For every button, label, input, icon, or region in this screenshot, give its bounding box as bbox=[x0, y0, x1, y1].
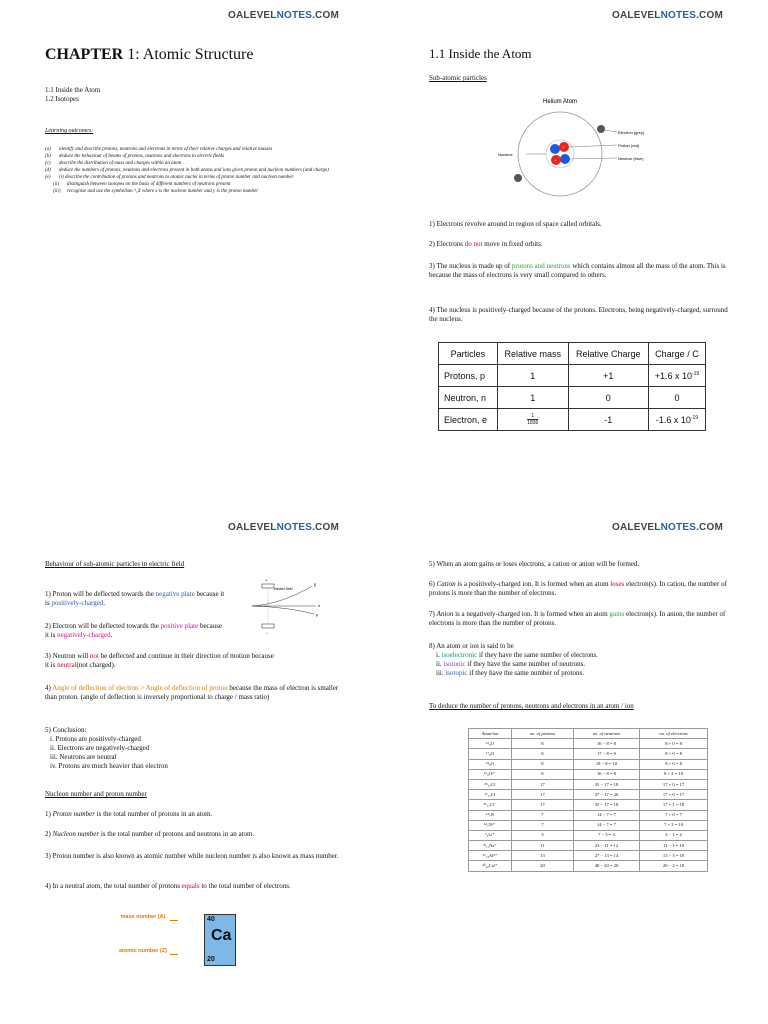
ions-table bbox=[468, 728, 708, 872]
table-row: Neutron, n 1 0 0 bbox=[439, 387, 706, 409]
point-item: 3) The nucleus is made up of protons and neutrons which contains almost all the mass of the atom. This is because the mass of electrons is very small compared to others. bbox=[429, 262, 726, 279]
point-item: 7) Anion is a negatively-charged ion. It is formed when an atom gains electron(s). In anion, the number of electrons is more than the number of protons. bbox=[429, 610, 726, 627]
point-item: 6) Cation is a positively-charged ion. It is formed when an atom loses electron(s). In cation, the number of protons is more than the number of electrons. bbox=[429, 580, 727, 597]
table-row: ³⁵₁₇Cl⁻ 17 35 − 17 = 18 17 + 1 = 18 bbox=[469, 800, 708, 810]
conclusion-title: 5) Conclusion: bbox=[45, 726, 87, 734]
table-row: ¹⁶₈O²⁻ 8 16 − 8 = 8 8 + 2 = 10 bbox=[469, 769, 708, 779]
table-heading: To deduce the number of protons, neutrons and electrons in an atom / ion bbox=[429, 702, 634, 710]
point-item: 1) Proton number is the total number of protons in an atom. bbox=[45, 810, 213, 818]
brand-logo: OALEVELNOTES.COM bbox=[227, 10, 339, 21]
conclusion-item: ii. Electrons are negatively-charged bbox=[50, 744, 150, 752]
plate-minus: − bbox=[266, 632, 269, 637]
outcome-item: (c) describe the distribution of mass and charges within an atom bbox=[45, 161, 182, 166]
conclusion-item: iii. Neutrons are neutral bbox=[50, 753, 117, 761]
page-2 bbox=[384, 0, 768, 512]
outcome-item: (a) identify and describe protons, neutrons and electrons in terms of their relative charges and relative masses bbox=[45, 147, 273, 152]
diagram-title: Helium Atom bbox=[543, 99, 578, 105]
page-4 bbox=[384, 512, 768, 1024]
element-box bbox=[204, 914, 236, 966]
contents-item: 1.1 Inside the Atom bbox=[45, 86, 101, 94]
table-row: ¹⁸₈O 8 18 − 8 = 10 8 + 0 = 8 bbox=[469, 759, 708, 769]
conclusion-item: iv. Protons are much heavier than electron bbox=[50, 762, 168, 770]
brand-logo: OALEVELNOTES.COM bbox=[611, 522, 723, 533]
point-item: 2) Nucleon number is the total number of protons and neutrons in an atom. bbox=[45, 830, 255, 838]
atomic-number-label: atomic number (Z) bbox=[119, 948, 167, 954]
beam-label-neutron: n bbox=[318, 603, 320, 608]
mass-number: 40 bbox=[207, 916, 215, 923]
table-row: ¹⁶₈O 8 16 − 8 = 8 8 + 0 = 8 bbox=[469, 739, 708, 749]
electric-field-diagram bbox=[252, 578, 324, 638]
beam-label-electron: β bbox=[314, 582, 317, 587]
outcome-item: (b) deduce the behaviour of beams of protons, neutrons and electrons in electric fields bbox=[45, 154, 225, 159]
point8-item: iii. isotopic if they have the same number of protons. bbox=[436, 669, 584, 677]
fraction: $\frac{1}{1836}$ bbox=[527, 413, 539, 426]
point-item: 3) Neutron will not be deflected and continue in their direction of motion because it is neutral(not charged). bbox=[45, 652, 274, 669]
chapter-heading bbox=[45, 46, 253, 64]
contents-item: 1.2 Isotopes bbox=[45, 95, 79, 103]
particles-table bbox=[438, 342, 706, 431]
table-row: ³⁵₁₇Cl 17 35 − 17 = 18 17 + 0 = 17 bbox=[469, 779, 708, 789]
conclusion-list bbox=[50, 735, 168, 771]
outcomes-heading: Learning outcomes: bbox=[45, 128, 94, 134]
label-electron: Electron (grey) bbox=[618, 130, 645, 135]
point-item: 1) Electrons revolve around in region of space called orbitals. bbox=[429, 220, 602, 228]
point-item: 4) The nucleus is positively-charged because of the protons. Electrons, being negatively-charged, surround the nucleus. bbox=[429, 306, 728, 323]
plate-plus: + bbox=[265, 579, 268, 584]
outcome-item: (e) (i) describe the contribution of protons and neutrons to atomic nuclei in terms of proton number and nucleon number bbox=[45, 175, 294, 180]
outcome-item: (d) deduce the numbers of protons, neutrons and electrons present in both atoms and ions given proton and nucleon numbers (and charge) bbox=[45, 168, 329, 173]
brand-logo: OALEVELNOTES.COM bbox=[227, 522, 339, 533]
table-row: ¹⁷₈O 8 17 − 8 = 9 8 + 0 = 8 bbox=[469, 749, 708, 759]
proton-charge: + bbox=[554, 159, 557, 164]
sub-heading: Sub-atomic particles bbox=[429, 74, 487, 82]
table-header-row: Atom/ion no. of protons no. of neutrons no. of electrons bbox=[469, 729, 708, 739]
table-row: ¹⁴₇N³⁻ 7 14 − 7 = 7 7 + 3 = 10 bbox=[469, 820, 708, 830]
table-header-row: Particles Relative mass Relative Charge Charge / C bbox=[439, 343, 706, 365]
conclusion-item: i. Protons are positively-charged bbox=[50, 735, 141, 743]
proton-charge: + bbox=[562, 146, 565, 151]
element-symbol: Ca bbox=[211, 927, 232, 944]
table-row: ²⁷₁₃Al³⁺ 13 27 − 13 = 14 13 − 3 = 10 bbox=[469, 851, 708, 861]
element-box-figure bbox=[118, 914, 236, 968]
page-3 bbox=[0, 512, 384, 1024]
point-item: 1) Proton will be deflected towards the negative plate because it is positively-charged. bbox=[45, 590, 225, 607]
table-row: ¹⁴₇N 7 14 − 7 = 7 7 + 0 = 7 bbox=[469, 810, 708, 820]
helium-atom-diagram bbox=[492, 92, 652, 200]
point8-item: i. isoelectronic if they have the same number of electrons. bbox=[436, 651, 598, 659]
point8-list bbox=[436, 651, 598, 678]
page-1 bbox=[0, 0, 384, 512]
chapter-word: CHAPTER bbox=[45, 46, 124, 63]
field-label: electric field bbox=[274, 587, 293, 591]
point-item: 2) Electron will be deflected towards the positive plate because it is negatively-charged. bbox=[45, 622, 223, 639]
table-row: ²³₁₁Na⁺ 11 23 − 11 = 12 11 − 1 = 10 bbox=[469, 841, 708, 851]
point-item: 2) Electrons do not move in fixed orbits. bbox=[429, 240, 543, 248]
atomic-number: 20 bbox=[207, 956, 215, 963]
point-item: 5) When an atom gains or loses electrons, a cation or anion will be formed. bbox=[429, 560, 640, 568]
table-row: Electron, e $\frac{1}{1836}$ -1 -1.6 x $10^{-19}$ bbox=[439, 409, 706, 431]
label-proton: Proton (red) bbox=[618, 143, 640, 148]
point-item: 4) Angle of deflection of electron > Angle of deflection of proton because the mass of electron is smaller than proton. (angle of deflection is inversely proportional to charge / mass ratio) bbox=[45, 684, 339, 701]
label-nucleus: Nucleus bbox=[498, 152, 513, 157]
point8-item: ii. isotonic if they have the same number of neutrons. bbox=[436, 660, 586, 668]
mass-number-label: mass number (A) bbox=[120, 914, 166, 920]
section-title: 1.1 Inside the Atom bbox=[429, 46, 532, 61]
brand-logo: OALEVELNOTES.COM bbox=[611, 10, 723, 21]
point-item: 3) Proton number is also known as atomic number while nucleon number is also known as mass number. bbox=[45, 852, 339, 860]
beam-label-proton: p bbox=[316, 612, 318, 617]
table-row: ³⁷₁₇Cl 17 37 − 17 = 20 17 + 0 = 17 bbox=[469, 790, 708, 800]
point-item: 4) In a neutral atom, the total number of protons equals to the total number of electrons. bbox=[45, 882, 291, 890]
outcomes-list bbox=[45, 146, 340, 195]
section-heading: Behaviour of sub-atomic particles in electric field bbox=[45, 560, 185, 568]
point8-title: 8) An atom or ion is said to be bbox=[429, 642, 514, 650]
chapter-title: 1: Atomic Structure bbox=[127, 46, 254, 63]
table-row: ⁷₃Li⁺ 3 7 − 3 = 4 3 − 1 = 2 bbox=[469, 830, 708, 840]
section-heading-2: Nucleon number and proton number bbox=[45, 790, 147, 798]
label-neutron: Neutron (blue) bbox=[618, 156, 644, 161]
contents-list bbox=[45, 86, 100, 104]
table-row: Protons, p 1 +1 +1.6 x $10^{-19}$ bbox=[439, 365, 706, 387]
outcome-item: (iii) recognise and use the symbolism ᴬ꜀X where x is the nucleon number and y is the proton number bbox=[53, 189, 259, 194]
outcome-item: (ii) distinguish between isotopes on the basis of different numbers of neutrons present bbox=[53, 182, 231, 187]
table-row: ⁴⁰₂₀Ca²⁺ 20 40 − 20 = 20 20 − 2 = 18 bbox=[469, 861, 708, 871]
